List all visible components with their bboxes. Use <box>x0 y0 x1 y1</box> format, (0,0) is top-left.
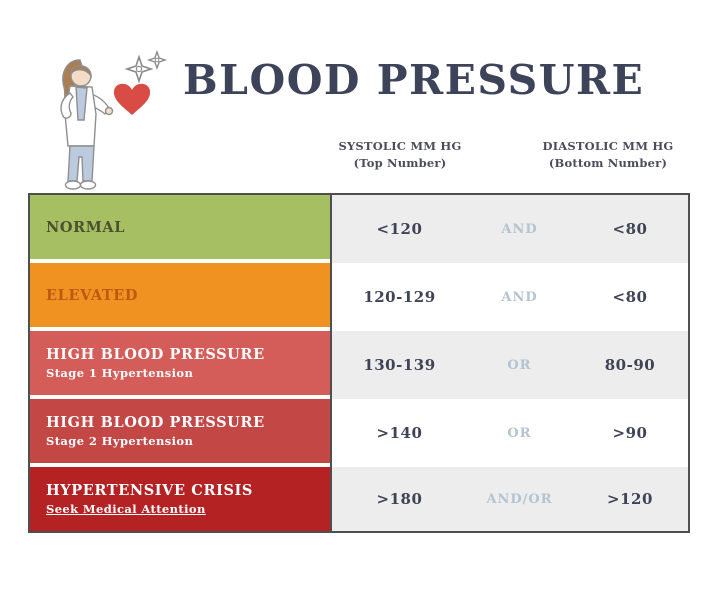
category-subtitle: Stage 2 Hypertension <box>46 434 194 448</box>
systolic-value: 130-139 <box>363 356 436 374</box>
values-panel <box>332 193 690 533</box>
table-row <box>332 331 688 399</box>
systolic-header-line1: SYSTOLIC MM HG <box>338 139 462 153</box>
diastolic-value: 80-90 <box>604 356 656 374</box>
page-title: BLOOD PRESSURE <box>183 56 645 104</box>
connector-value: OR <box>507 357 532 373</box>
systolic-value: >140 <box>376 424 423 442</box>
connector-value: AND/OR <box>486 491 553 507</box>
diastolic-column-header <box>533 138 683 171</box>
connector-value: AND <box>501 221 538 237</box>
heart-icon <box>114 84 150 115</box>
category-cell-stage2 <box>30 399 330 463</box>
table-row <box>332 467 688 531</box>
systolic-value: >180 <box>376 490 423 508</box>
diastolic-header-line1: DIASTOLIC MM HG <box>542 139 674 153</box>
category-cell-elevated <box>30 263 330 327</box>
category-column <box>28 193 332 533</box>
category-label: NORMAL <box>46 218 126 236</box>
diastolic-value: >90 <box>612 424 648 442</box>
table-row <box>332 263 688 331</box>
connector-value: OR <box>507 425 532 441</box>
sparkle-icon <box>149 52 165 68</box>
category-label: HIGH BLOOD PRESSURE <box>46 346 265 363</box>
sparkle-icon <box>127 57 151 81</box>
systolic-column-header <box>325 138 475 171</box>
category-label: HYPERTENSIVE CRISIS <box>46 482 254 499</box>
diastolic-value: <80 <box>612 220 648 238</box>
table-row <box>332 195 688 263</box>
category-cell-crisis <box>30 467 330 531</box>
category-label: HIGH BLOOD PRESSURE <box>46 414 265 431</box>
category-subtitle: Seek Medical Attention <box>46 502 206 516</box>
systolic-header-line2: (Top Number) <box>353 155 447 170</box>
category-subtitle: Stage 1 Hypertension <box>46 366 194 380</box>
category-label: ELEVATED <box>46 286 139 304</box>
category-cell-normal <box>30 195 330 259</box>
diastolic-value: <80 <box>612 288 648 306</box>
doctor-illustration <box>28 34 178 194</box>
table-row <box>332 399 688 467</box>
systolic-value: 120-129 <box>363 288 436 306</box>
connector-value: AND <box>501 289 538 305</box>
diastolic-value: >120 <box>607 490 653 508</box>
doctor-figure <box>61 60 112 189</box>
systolic-value: <120 <box>376 220 423 238</box>
category-cell-stage1 <box>30 331 330 395</box>
diastolic-header-line2: (Bottom Number) <box>548 155 668 170</box>
